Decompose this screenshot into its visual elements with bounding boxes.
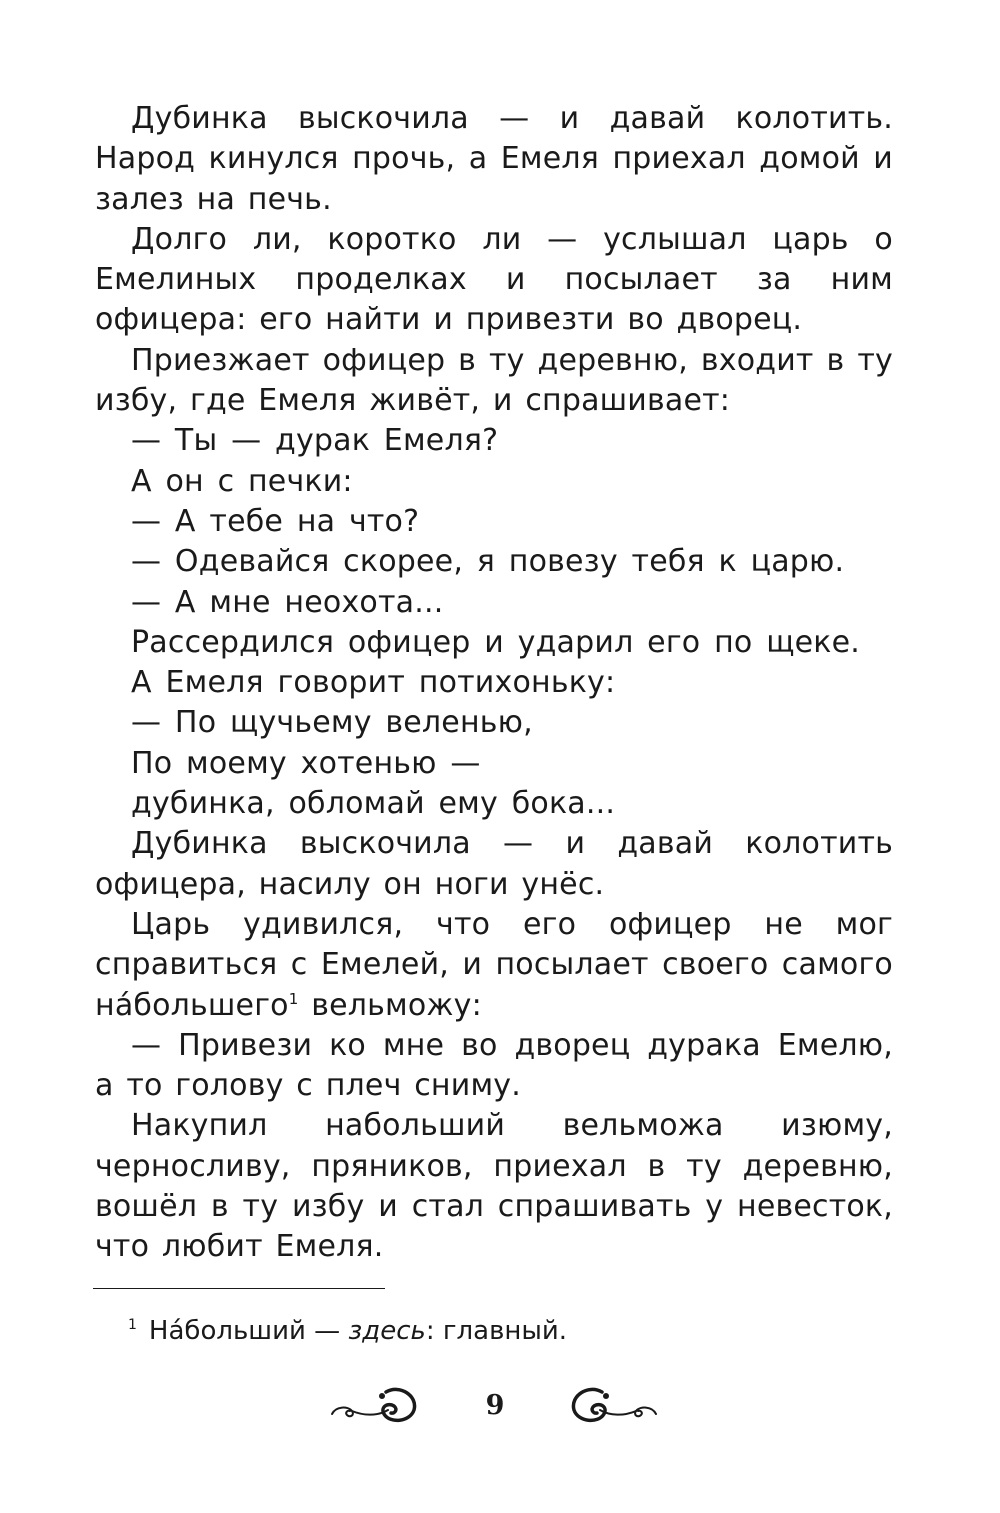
- paragraph-1: Дубинка выскочила — и давай колотить. Народ кинулся прочь, а Емеля приехал домой и залез на печь.: [95, 101, 893, 217]
- paragraph-2: Долго ли, коротко ли — услышал царь о Емелиных проделках и посылает за ним офицера: его найти и привезти во дворец.: [95, 221, 893, 338]
- footnote-term: На́больший —: [148, 1316, 349, 1346]
- paragraph-5: [95, 905, 893, 1026]
- right-flourish-icon: [568, 1380, 660, 1428]
- dialogue-line-1: — Ты — дурак Емеля?: [131, 423, 499, 459]
- left-flourish-icon: [328, 1380, 420, 1428]
- paragraph-5-tail: вельможу:: [298, 987, 482, 1023]
- page-body: [95, 99, 893, 1268]
- footnote-divider: [93, 1288, 385, 1289]
- spell-line-2: По моему хотенью —: [131, 745, 481, 781]
- paragraph-4: Дубинка выскочила — и давай колотить офицера, насилу он ноги унёс.: [95, 826, 893, 902]
- dialogue-line-3: — А тебе на что?: [131, 503, 420, 539]
- dialogue-line-7: А Емеля говорит потихоньку:: [131, 665, 616, 701]
- page-footer: [0, 1378, 1000, 1438]
- dialogue-line-5: — А мне неохота...: [131, 584, 444, 620]
- footnote-mark: 1: [128, 1317, 137, 1334]
- paragraph-3: Приезжает офицер в ту деревню, входит в ту избу, где Емеля живёт, и спрашивает:: [95, 342, 893, 419]
- spell-line-1: — По щучьему веленью,: [131, 705, 533, 741]
- footnote-qualifier: здесь: [348, 1316, 426, 1346]
- spell-line-3: дубинка, обломай ему бока...: [131, 786, 616, 822]
- paragraph-7: Накупил набольший вельможа изюму, черносливу, пряников, приехал в ту деревню, вошёл в ту избу и стал спрашивать у невесток, что любит Емеля.: [95, 1108, 893, 1265]
- dialogue-line-2: А он с печки:: [131, 463, 353, 499]
- footnote: [128, 1313, 567, 1349]
- paragraph-6: — Привези ко мне во дворец дурака Емелю, а то голову с плеч сниму.: [95, 1027, 893, 1104]
- footnote-definition: : главный.: [425, 1316, 568, 1346]
- page-number: 9: [485, 1390, 505, 1421]
- dialogue-line-4: — Одевайся скорее, я повезу тебя к царю.: [131, 544, 845, 580]
- paragraph-5-text: Царь удивился, что его офицер не мог справиться с Емелей, и посылает своего самого на́большего: [95, 906, 893, 1023]
- dialogue-line-6: Рассердился офицер и ударил его по щеке.: [131, 624, 861, 660]
- footnote-reference[interactable]: 1: [288, 989, 299, 1008]
